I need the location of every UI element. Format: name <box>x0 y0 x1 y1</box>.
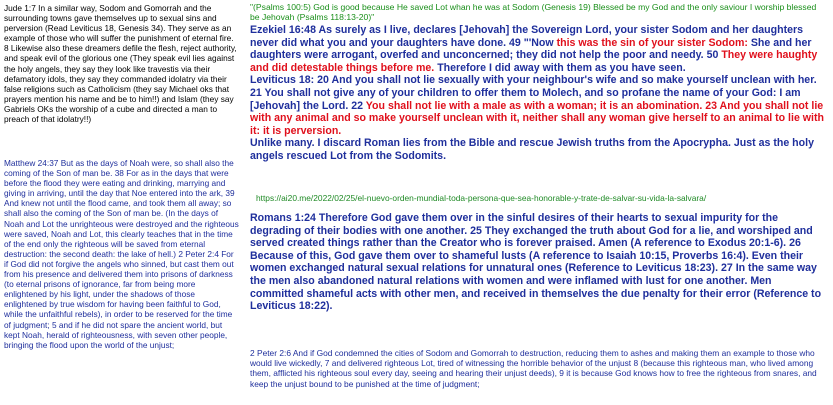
leviticus-text: Leviticus 18: 20 And you shall not lie sexually with your neighbour's wife and so make yourself unclean with her. 21 You shall not give any of your children to offer them to Molech, and so profane the name of your God: I am [Jehovah] the Lord. 22 <box>250 74 817 112</box>
peter-2-6-passage: 2 Peter 2:6 And if God condemned the cities of Sodom and Gomorrah to destruction, reducing them to ashes and making them an example to those who would live wickedly, 7 and delivered righteous Lot, tired of witnessing the horrible behavior of the unjust 8 (because this righteous man, who lived among them, afflicted his righteous soul every day, seeing and hearing their unjust deeds), 9 it is because God knows how to free the righteous from snares, and keep the unjust bound to be punished at the time of judgment; <box>250 348 817 389</box>
leviticus-highlight: You shall not lie with a male as with a woman; it is an abomination. 23 And you shall not lie with any animal and so make yourself unclean with it, neither shall any woman give herself to an animal to lie with it: it is perversion. <box>250 99 824 137</box>
ezekiel-leviticus-block <box>250 24 828 163</box>
ezekiel-text-1: Ezekiel 16:48 As surely as I live, declares [Jehovah] the Sovereign Lord, your sister Sodom and her daughters never did what you and your daughters have done. 49 "'Now <box>250 24 804 49</box>
matthew-peter-passage: Matthew 24:37 But as the days of Noah were, so shall also the coming of the Son of man be. 38 For as in the days that were before the flood they were eating and drinking, marrying and giving in arriving, until the day that Noe entered into the ark, 39 And knew not until the flood came, and took them all away; so shall also the coming of the Son of man be. (In the days of Noah and Lot the unrighteous were destroyed and the righteous were saved, Noah and Lot, this clearly teaches that in the time of the end only the righteous will be saved from eternal destruction: the second death: the lake of hell.) 2 Peter 2:4 For if God did not forgive the angels who sinned, but cast them out from his presence and delivered them into prisons of darkness (to eternal prisons of ignorance, far from being more enlightened by his light, under the shadows of those enlightened by true wisdom for having been faithful to God, while the unfaithful rebels), in order to be reserved for the time of judgment; 5 and if he did not spare the ancient world, but kept Noah, herald of righteousness, with seven other people, bringing the flood upon the world of the unjust; <box>4 158 239 350</box>
psalms-quote: "(Psalms 100:5) God is good because He saved Lot whan he was at Sodom (Genesis 19) Blessed be my God and the only saviour I worship blessed be Jehovah (Psalms 118:13-20)" <box>250 2 817 23</box>
ezekiel-highlight-sin: this was the sin of your sister Sodom: <box>556 36 748 49</box>
ezekiel-text-2: She and her daughters were arrogant, overfed and unconcerned; they did not help the poor and needy. 50 <box>250 36 812 62</box>
romans-passage: Romans 1:24 Therefore God gave them over in the sinful desires of their hearts to sexual impurity for the degrading of their bodies with one another. 25 They exchanged the truth about God for a lie, and worshiped and served created things rather than the Creator who is forever praised. Amen (A reference to Exodus 20:1-6). 26 Because of this, God gave them over to shameful lusts (A reference to Isaiah 10:15, Proverbs 16:4). Even their women exchanged natural sexual relations for unnatural ones (Reference to Leviticus 18:23). 27 In the same way the men also abandoned natural relations with women and were inflamed with lust for one another. Men committed shameful acts with other men, and received in themselves the due penalty for their error (Reference to Leviticus 18:22). <box>250 212 822 313</box>
ezekiel-highlight-haughty: They were haughty and did detestable things before me. <box>250 49 818 74</box>
jude-passage: Jude 1:7 In a similar way, Sodom and Gomorrah and the surrounding towns gave themselves up to sexual sins and perversion (Read Leviticus 18, Genesis 34). They serve as an example of those who will suffer the punishment of eternal fire. 8 Likewise also these dreamers defile the flesh, reject authority, and speak evil of the glorious one (They speak evil lies against the holy angels, they say they look like travestis via their defamatory idols, they say they commanded idolatry via their false religions such as Catholicism (they say Michael oks that prayers mention his name and be to him!!) and Islam (they say Gabriels OKs the worship of a cube and directed a man to preach of that idolatry!!) <box>4 3 237 125</box>
unlike-many-text: Unlike many. I discard Roman lies from the Bible and rescue Jewish truths from the Apocrypha. Just as the holy angels rescued Lot from the Sodomits. <box>250 137 814 162</box>
article-link[interactable]: https://ai20.me/2022/02/25/el-nuevo-orden-mundial-toda-persona-que-sea-honorable-y-trate-de-salvar-su-vida-la-salvara/ <box>256 193 707 203</box>
ezekiel-text-3: Therefore I did away with them as you have seen. <box>434 61 686 74</box>
